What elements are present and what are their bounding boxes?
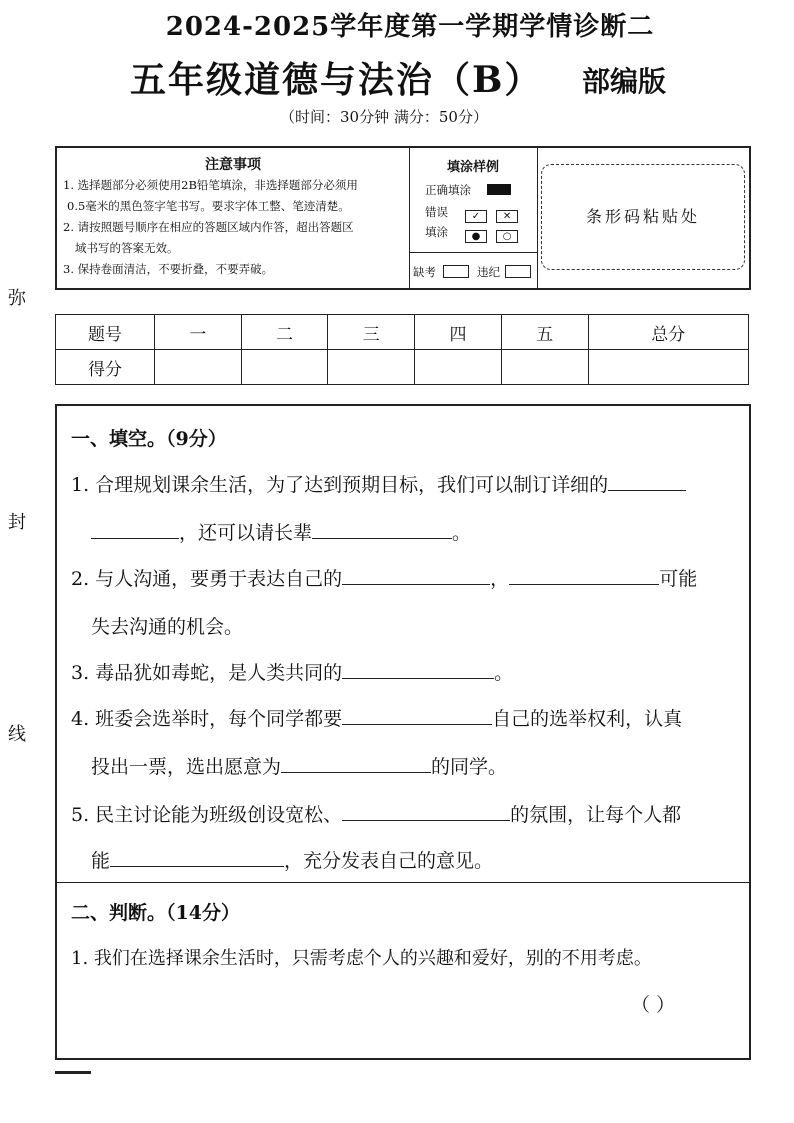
- section2-heading: 二、判断。（14分）: [71, 902, 240, 924]
- edition-label: 部编版: [582, 65, 667, 98]
- correct-fill-label: 正确填涂: [425, 183, 471, 197]
- question-text: 能: [91, 850, 111, 872]
- empty-circle-icon: ○: [496, 230, 518, 243]
- wrong-fill-label-2: 填涂: [425, 225, 448, 239]
- score-cell[interactable]: [328, 350, 415, 385]
- notice-panel: [57, 148, 410, 288]
- score-cell[interactable]: [155, 350, 242, 385]
- question-5-line1: [71, 800, 681, 827]
- score-table: [55, 314, 749, 385]
- page-bottom-mark: [55, 1071, 91, 1074]
- answer-blank[interactable]: [312, 518, 452, 539]
- notice-item: 域书写的答案无效。: [75, 241, 179, 255]
- score-header-cell: 题号: [56, 315, 155, 350]
- question-text: 可能: [659, 568, 698, 590]
- score-header-cell: 总分: [588, 315, 748, 350]
- notice-item: 3. 保持卷面清洁，不要折叠，不要弄破。: [63, 262, 274, 276]
- exam-title-line1: 2024-2025学年度第一学期学情诊断二: [165, 12, 655, 42]
- question-text: 2. 与人沟通，要勇于表达自己的: [71, 568, 343, 590]
- notice-box: [55, 146, 751, 290]
- answer-blank[interactable]: [281, 752, 431, 773]
- question-text: 投出一票，选出愿意为: [91, 756, 282, 778]
- cross-mark-icon: ✕: [496, 210, 518, 223]
- score-row-label: 得分: [56, 350, 155, 385]
- score-header-cell: 三: [328, 315, 415, 350]
- score-table-header-row: [56, 315, 749, 350]
- question-text: ，: [490, 568, 510, 590]
- violation-box[interactable]: [505, 265, 531, 278]
- question-4-line1: [71, 704, 682, 731]
- question-area: [55, 404, 751, 1060]
- score-cell[interactable]: [415, 350, 502, 385]
- question-1-line1: [71, 470, 686, 497]
- score-table-row: [56, 350, 749, 385]
- question-text: 5. 民主讨论能为班级创设宽松、: [71, 804, 343, 826]
- side-mark-xian: 线: [8, 724, 26, 745]
- filled-dot-icon: ●: [465, 230, 487, 243]
- exam-subject-title: 五年级道德与法治（B）: [130, 59, 543, 101]
- question-text: ，充分发表自己的意见。: [284, 850, 494, 872]
- question-text: 。: [494, 662, 514, 684]
- score-cell[interactable]: [588, 350, 748, 385]
- question-text: 1. 合理规划课余生活，为了达到预期目标，我们可以制订详细的: [71, 474, 609, 496]
- answer-blank[interactable]: [342, 800, 510, 821]
- question-text: 。: [452, 522, 472, 544]
- question-text: ，还可以请长辈: [179, 522, 313, 544]
- missing-exam-box[interactable]: [443, 265, 469, 278]
- check-mark-icon: ✓: [465, 210, 487, 223]
- fill-sample-panel: [409, 148, 538, 288]
- score-header-cell: 五: [501, 315, 588, 350]
- question-text: 自己的选举权利，认真: [492, 708, 683, 730]
- answer-blank[interactable]: [608, 470, 686, 491]
- answer-blank[interactable]: [110, 846, 284, 867]
- wrong-fill-marks-row1: [465, 206, 518, 225]
- side-mark-feng: 封: [8, 512, 26, 533]
- fill-sample-title: 填涂样例: [446, 160, 499, 175]
- question-4-line2: [91, 752, 507, 779]
- answer-blank[interactable]: [342, 658, 494, 679]
- correct-fill-mark: [487, 184, 511, 195]
- fill-sample-divider: [409, 252, 537, 253]
- side-mark-mi: 弥: [8, 288, 26, 309]
- score-header-cell: 四: [415, 315, 502, 350]
- question-text: 的同学。: [431, 756, 508, 778]
- answer-blank[interactable]: [342, 564, 490, 585]
- question-text: 4. 班委会选举时，每个同学都要: [71, 708, 343, 730]
- violation-label: 违纪: [477, 265, 500, 279]
- score-cell[interactable]: [241, 350, 328, 385]
- wrong-fill-marks-row2: [465, 226, 518, 245]
- question-2-line1: [71, 564, 697, 591]
- notice-item: 2. 请按照题号顺序在相应的答题区域内作答，超出答题区: [63, 220, 354, 234]
- score-cell[interactable]: [501, 350, 588, 385]
- notice-item: 0.5毫米的黑色签字笔书写。要求字体工整、笔迹清楚。: [67, 199, 350, 213]
- judge-question-1: 1. 我们在选择课余生活时，只需考虑个人的兴趣和爱好，别的不用考虑。: [71, 948, 652, 969]
- question-5-line2: [91, 846, 493, 873]
- question-1-line2: [91, 518, 471, 545]
- section1-heading: 一、填空。（9分）: [71, 428, 227, 450]
- notice-title: 注意事项: [205, 157, 261, 173]
- section-divider: [57, 882, 749, 883]
- answer-parentheses[interactable]: （ ）: [631, 994, 676, 1016]
- score-header-cell: 一: [155, 315, 242, 350]
- question-3: [71, 658, 513, 685]
- time-score-info: （时间：30分钟 满分：50分）: [280, 108, 488, 126]
- missing-exam-label: 缺考: [413, 265, 436, 279]
- question-2-line2: 失去沟通的机会。: [91, 616, 244, 638]
- question-text: 的氛围，让每个人都: [510, 804, 682, 826]
- answer-blank[interactable]: [509, 564, 659, 585]
- score-header-cell: 二: [241, 315, 328, 350]
- answer-blank[interactable]: [342, 704, 492, 725]
- barcode-area: 条形码粘贴处: [541, 164, 745, 270]
- answer-blank[interactable]: [91, 518, 179, 539]
- question-text: 3. 毒品犹如毒蛇，是人类共同的: [71, 662, 343, 684]
- notice-item: 1. 选择题部分必须使用2B铅笔填涂，非选择题部分必须用: [63, 178, 358, 192]
- wrong-fill-label-1: 错误: [425, 205, 448, 219]
